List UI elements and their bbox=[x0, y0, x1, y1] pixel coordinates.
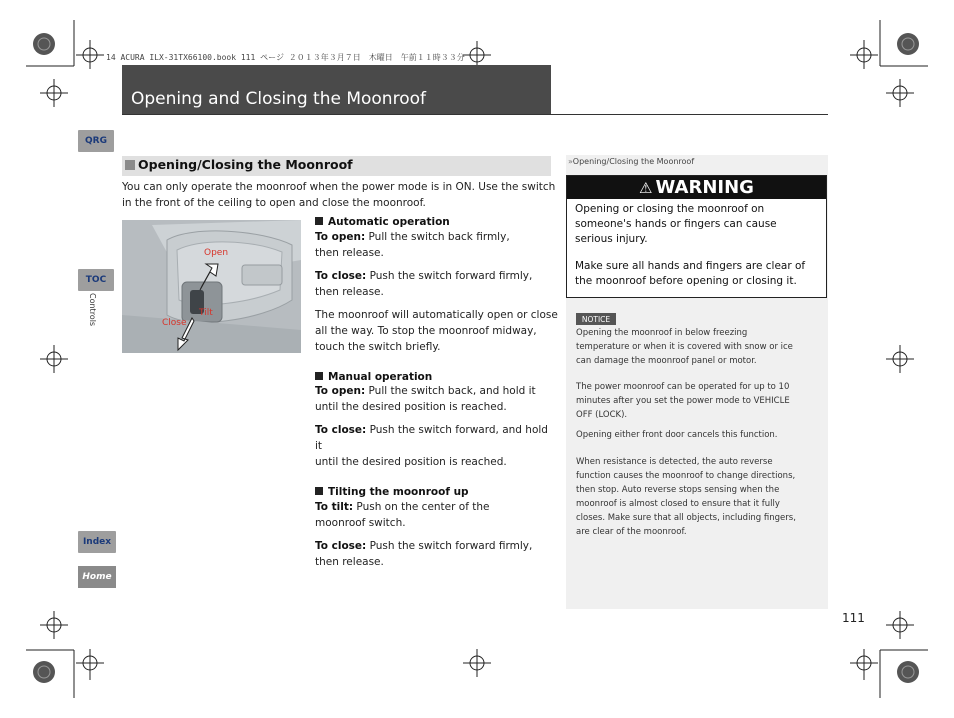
intro-line: You can only operate the moonroof when the power mode is in ON. Use the switch bbox=[122, 181, 556, 193]
section-marker-icon bbox=[125, 160, 135, 170]
notice-badge: NOTICE bbox=[576, 313, 616, 325]
warning-triangle-icon: ⚠ bbox=[639, 178, 653, 197]
label-close: Close bbox=[162, 318, 187, 328]
manual-open: To open: Pull the switch back, and hold it until the desired position is reached. bbox=[315, 385, 536, 413]
page-title: Opening and Closing the Moonroof bbox=[131, 89, 426, 109]
operation-instructions bbox=[315, 216, 558, 570]
tab-toc[interactable]: TOC bbox=[78, 269, 114, 291]
tilt-heading: Tilting the moonroof up bbox=[315, 486, 555, 498]
manual-heading: Manual operation bbox=[315, 371, 555, 383]
note-power-mode: The power moonroof can be operated for up to 10 minutes after you set the power mode to VEHICLE OFF (LOCK). bbox=[576, 382, 790, 420]
reference-arrow-icon: » bbox=[568, 157, 573, 166]
automatic-open: To open: Pull the switch back firmly, then release. bbox=[315, 231, 510, 259]
tab-qrg[interactable]: QRG bbox=[78, 130, 114, 152]
reference-label: »Opening/Closing the Moonroof bbox=[568, 157, 695, 166]
warning-text-1: Opening or closing the moonroof on someone's hands or fingers can cause serious injury. bbox=[575, 203, 777, 245]
intro-line: in the front of the ceiling to open and close the moonroof. bbox=[122, 197, 426, 209]
warning-header: ⚠ WARNING bbox=[567, 176, 826, 199]
moonroof-switch-photo bbox=[122, 220, 301, 353]
page-number: 111 bbox=[842, 611, 865, 625]
intro-paragraph bbox=[122, 179, 556, 211]
note-auto-reverse: When resistance is detected, the auto reverse function causes the moonroof to change directions, then stop. Auto reverse stops sensing when the moonroof is almost closed to ensure that it fully closes. Make sure that all objects, including fingers, are clear of the moonroof. bbox=[576, 457, 796, 537]
tab-home[interactable]: Home bbox=[78, 566, 116, 588]
tab-index[interactable]: Index bbox=[78, 531, 116, 553]
note-front-door: Opening either front door cancels this function. bbox=[576, 430, 778, 440]
section-title: Opening/Closing the Moonroof bbox=[138, 157, 353, 172]
label-open: Open bbox=[204, 248, 229, 258]
side-label-controls: Controls bbox=[88, 293, 97, 327]
automatic-heading: Automatic operation bbox=[315, 216, 555, 228]
tilt-instruction: To tilt: Push on the center of the moonroof switch. bbox=[315, 501, 490, 529]
notice-text: Opening the moonroof in below freezing temperature or when it is covered with snow or ice can damage the moonroof panel or motor. bbox=[576, 328, 793, 366]
automatic-note: The moonroof will automatically open or close all the way. To stop the moonroof midway, touch the switch briefly. bbox=[315, 309, 558, 353]
print-header: 14 ACURA ILX-31TX66100.book 111 ページ ２０１３年３月７日 木曜日 午前１１時３３分 bbox=[106, 53, 465, 62]
warning-text-2: Make sure all hands and fingers are clear of the moonroof before opening or closing it. bbox=[575, 260, 806, 287]
automatic-close: To close: Push the switch forward firmly, then release. bbox=[315, 270, 533, 298]
label-tilt: Tilt bbox=[199, 308, 213, 318]
manual-close: To close: Push the switch forward, and hold it until the desired position is reached. bbox=[315, 424, 548, 468]
tilt-close: To close: Push the switch forward firmly, then release. bbox=[315, 540, 533, 568]
title-rule bbox=[122, 114, 828, 115]
